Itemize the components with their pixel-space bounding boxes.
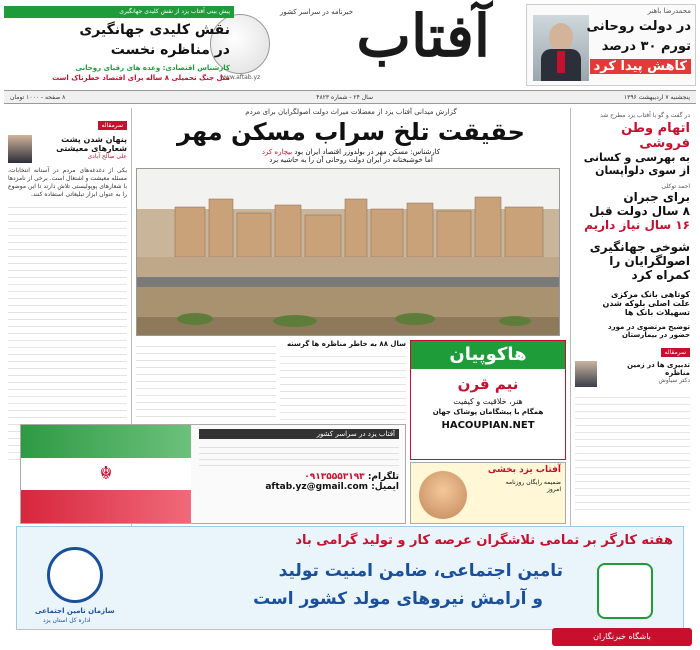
header-left-box — [4, 6, 234, 88]
right-brief4: توضیح مرتضوی در مورد — [608, 323, 690, 331]
telegram-phone[interactable]: ۰۹۱۳۵۵۵۳۱۹۳ — [304, 472, 365, 482]
ad-line3: و آرامش نیروهای مولد کشور است — [253, 589, 543, 609]
right-op-author: دکتر سیاوش — [658, 377, 690, 384]
right-op-body — [575, 391, 690, 511]
header-right-line2-text: تورم ۳۰ درصد — [601, 39, 691, 54]
tamin-logo-icon — [47, 547, 103, 603]
right-h1: اتهام وطن فروشی — [621, 121, 690, 151]
telegram-row — [199, 472, 399, 482]
masthead-web: www.aftab.yz — [220, 74, 261, 81]
hakopian-line2: هنر، خلاقیت و کیفیت — [453, 397, 523, 406]
right-kicker1: در گفت و گو با آفتاب یزد مطرح شد — [600, 112, 690, 119]
email-label: ایمیل: — [371, 482, 399, 492]
ad-line1: هفته کارگر بر تمامی تلاشگران عرصه کار و تولید گرامی باد — [295, 533, 673, 548]
header-left-kicker: پیش بینی آفتاب یزد از نقش کلیدی جهانگیری — [4, 6, 234, 18]
header-left-line1: نقش کلیدی جهانگیری — [79, 22, 230, 38]
header-right-line1: در دولت روحانی — [586, 19, 691, 34]
right-op-title: تدبیری ها در زمین مناظره — [627, 361, 690, 377]
seal-icon — [597, 563, 653, 619]
header-right-box — [526, 4, 696, 86]
left-title2: شعارهای معیشتی — [56, 144, 127, 153]
email-address[interactable]: aftab.yz@gmail.com — [265, 482, 369, 492]
header-left-line2: در مناظره نخست — [110, 42, 230, 58]
telegram-lines — [199, 442, 399, 468]
main-kicker: گزارش میدانی آفتاب یزد از معضلات میراث دولت اصولگرایان برای مردم — [245, 108, 457, 116]
email-row — [199, 482, 399, 492]
right-kicker2: احمد توکلی — [661, 183, 690, 190]
hakopian-line3: همگام با پیشگامان پوشاک جهان — [432, 408, 544, 416]
hakopian-title: هاکوپیان — [411, 341, 565, 369]
ad-line2: تامین اجتماعی، ضامن امنیت تولید — [278, 561, 563, 581]
right-h3b: اصولگرایان را — [609, 254, 690, 268]
center-mid-block — [280, 340, 406, 422]
center-left-text — [136, 340, 276, 420]
center-mid-lines — [280, 350, 406, 420]
main-deck2: اما خوشبختانه در ایران دولت روحانی آن را به حاشیه برد — [269, 156, 433, 164]
main-deck-highlight: بیچاره کرد — [261, 148, 293, 156]
header-left-deck1: کارشناس اقتصادی: وعده های رقبای روحانی — [75, 64, 230, 72]
right-brief2: علت اصلی بلوکه شدن — [602, 299, 690, 308]
header-right-kicker: محمدرضا باهنر — [647, 7, 691, 15]
ad-org: سازمان تامین اجتماعی — [35, 607, 115, 615]
main-headline: حقیقت تلخ سراب مسکن مهر — [177, 118, 525, 146]
watermark-text: باشگاه خبرنگاران — [593, 632, 651, 641]
right-h1b: به بهرسی و کسانی — [583, 151, 690, 164]
dateline-price: ۸ صفحه - ۱۰۰۰ تومان — [10, 94, 66, 101]
bahonar-photo — [533, 15, 589, 81]
right-h2: برای جبران — [623, 190, 690, 204]
header-right-line3: کاهش پیدا کرد — [590, 59, 691, 74]
masthead-title: آفتاب — [356, 2, 490, 70]
main-story — [136, 108, 566, 164]
cartoon-title: آفتاب یزد بخشی — [487, 465, 561, 475]
right-brief1: کوتاهی بانک مرکزی — [611, 290, 690, 299]
right-brief5: حضور در بیمارستان — [621, 331, 690, 339]
right-section-tag: سرمقاله — [661, 348, 690, 357]
main-photo — [136, 168, 560, 336]
right-h3c: کمراه کرد — [631, 268, 690, 282]
cartoon-caption: ضمیمه رایگان روزنامه امروز — [505, 479, 561, 493]
cartoon-box — [410, 462, 566, 524]
left-title1: پنهان شدن پشت — [61, 135, 127, 144]
header-left-deck2: مثل جنگ تحمیلی ۸ ساله برای اقتصاد خطرناک است — [52, 74, 230, 82]
ad-org-sub: اداره کل استان یزد — [43, 617, 91, 624]
header-right-line2 — [602, 39, 691, 54]
right-h2c: ۱۶ سال نیاز داریم — [584, 218, 690, 232]
hakopian-slogan: نیم قرن — [457, 375, 519, 393]
hakopian-url: HACOUPIAN.NET — [441, 420, 535, 431]
cartoon-face-icon — [419, 471, 467, 519]
center-mid-title: سال ۸۸ به خاطر مناظره ها گرسنه — [286, 340, 406, 348]
right-h3: شوخی جهانگیری — [589, 240, 690, 254]
telegram-label: تلگرام: — [367, 472, 399, 482]
dateline-bar — [4, 90, 696, 104]
right-h1c: از سوی دلواپسان — [595, 164, 690, 177]
social-security-ad — [16, 526, 684, 630]
left-body-lines — [8, 201, 127, 461]
main-deck1 — [136, 148, 566, 156]
left-body: یکی از دغدغه‌های مردم در آستانه انتخابات، مسئله معیشت و اشتغال است. برخی از نامزدها با شعارهای پوپولیستی تلاش دارند تا این موضوع را به عنوان ابزار تبلیغاتی استفاده کنند. — [7, 167, 127, 198]
telegram-note: آفتاب یزد در سراسر کشور — [199, 429, 399, 439]
left-section-tag: سرمقاله — [98, 121, 127, 130]
op-author-photo — [575, 361, 597, 387]
center-left-lines — [136, 340, 276, 420]
main-deck1-text: کارشناس: مسکن مهر در بولدوزر اقتصاد ایران بود — [294, 148, 441, 156]
right-h2b: ۸ سال دولت قبل — [589, 204, 690, 218]
telegram-ad — [20, 424, 406, 524]
left-author-photo — [8, 135, 32, 163]
right-brief3: تسهیلات بانک ها — [624, 308, 690, 317]
dateline-issue: سال ۲۴ - شماره ۴۸۲۳ — [316, 94, 373, 101]
masthead — [200, 2, 490, 86]
iran-flag-graphic: ☬ — [21, 425, 191, 523]
hakopian-ad — [410, 340, 566, 460]
watermark-badge — [552, 628, 692, 646]
masthead-subtitle: خبرنامه در سراسر کشور — [280, 8, 354, 16]
left-author: علی صالح آبادی — [87, 153, 127, 160]
main-photo-illustration — [136, 169, 559, 336]
dateline-date: پنجشنبه ۷ اردیبهشت ۱۳۹۶ — [623, 94, 690, 101]
